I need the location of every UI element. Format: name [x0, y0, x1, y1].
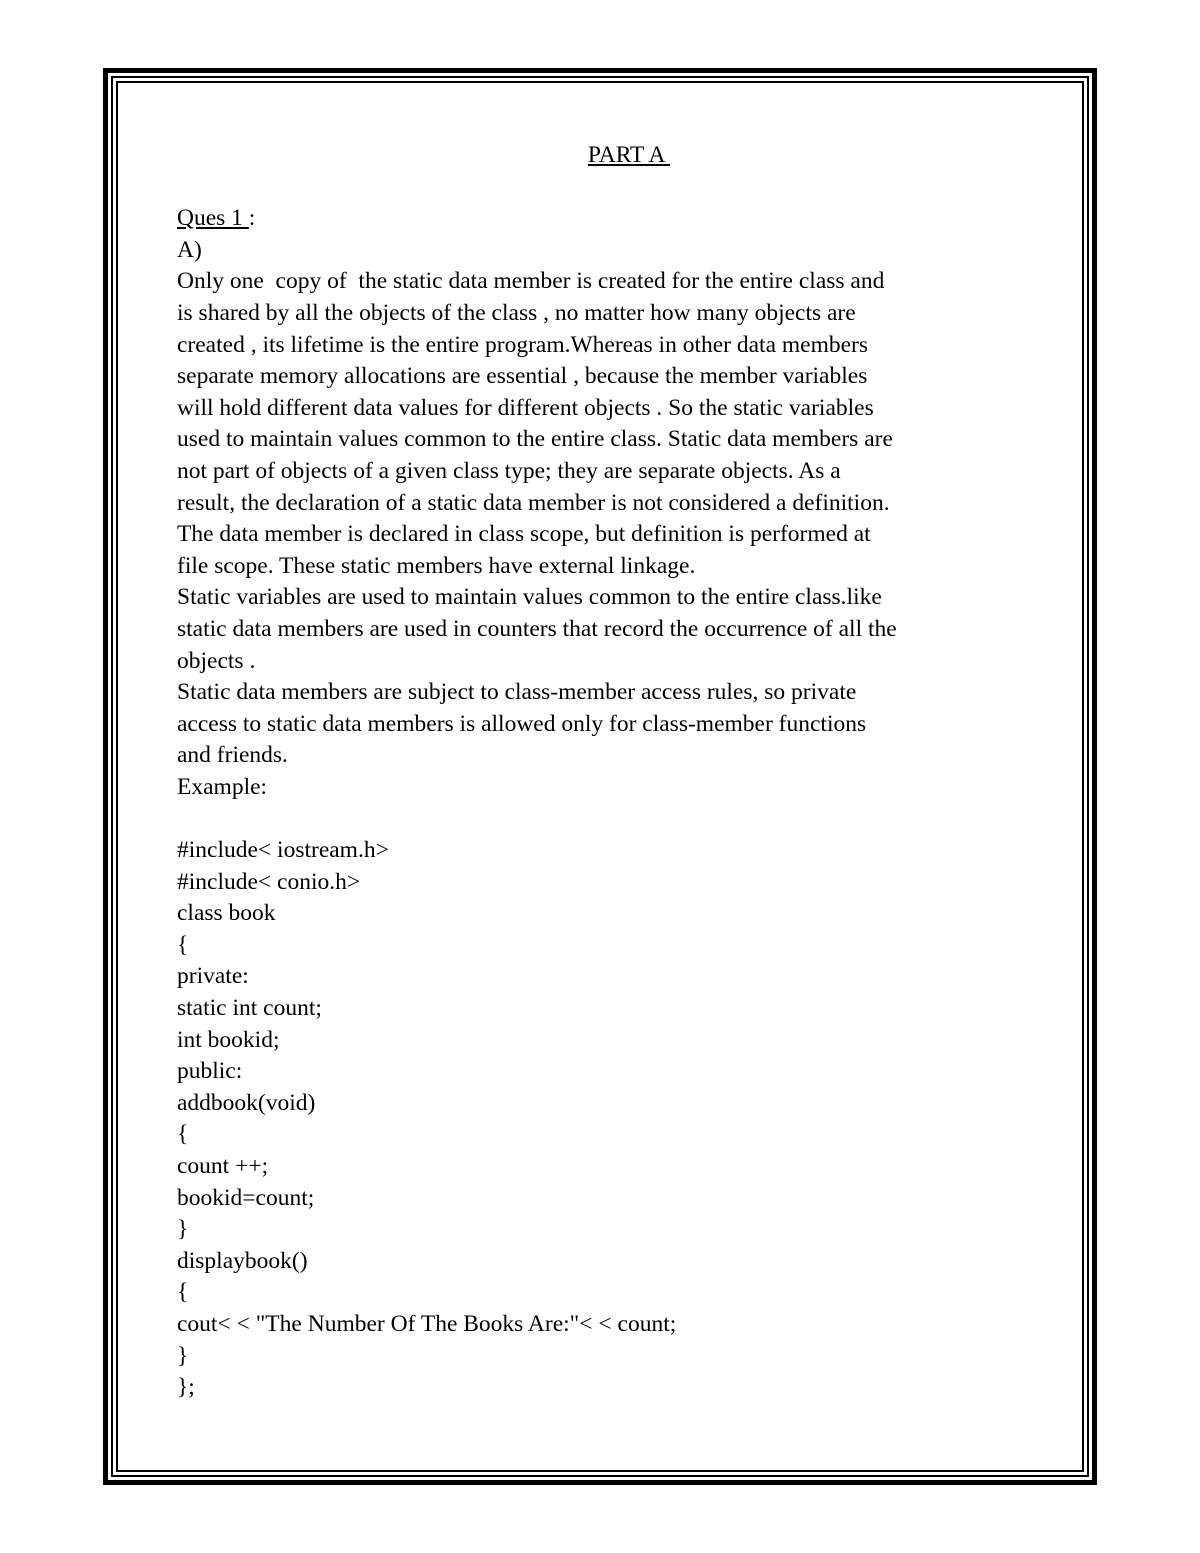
code-line: }	[177, 1216, 189, 1243]
paragraph-line: file scope. These static members have external linkage.	[177, 552, 696, 579]
section-title: PART A	[587, 142, 671, 168]
paragraph-line: objects .	[177, 647, 256, 674]
paragraph-line: will hold different data values for different objects . So the static variables	[177, 394, 874, 421]
answer-paragraph	[177, 266, 1037, 803]
code-line: public:	[177, 1058, 243, 1085]
paragraph-line: used to maintain values common to the entire class. Static data members are	[177, 426, 893, 453]
paragraph-line: separate memory allocations are essential , because the member variables	[177, 363, 868, 390]
code-line: {	[177, 1121, 189, 1148]
code-line: int bookid;	[177, 1026, 280, 1053]
paragraph-line: and friends.	[177, 742, 288, 769]
paragraph-line: is shared by all the objects of the class , no matter how many objects are	[177, 299, 856, 326]
code-line: {	[177, 931, 189, 958]
question-suffix: :	[248, 205, 256, 232]
document-body	[177, 140, 1037, 1404]
paragraph-line: access to static data members is allowed only for class-member functions	[177, 710, 867, 737]
question-heading	[177, 203, 1037, 235]
code-line: displaybook()	[177, 1247, 308, 1274]
paragraph-line: created , its lifetime is the entire program.Whereas in other data members	[177, 331, 869, 358]
code-line: #include< iostream.h>	[177, 837, 389, 864]
code-line: addbook(void)	[177, 1089, 316, 1116]
code-line: #include< conio.h>	[177, 868, 361, 895]
code-line: count ++;	[177, 1153, 269, 1179]
paragraph-line: Static data members are subject to class-member access rules, so private	[177, 679, 857, 706]
code-line: bookid=count;	[177, 1184, 315, 1211]
question-label: Ques 1	[177, 205, 249, 232]
paragraph-line: Only one copy of the static data member is created for the entire class and	[177, 268, 885, 295]
code-line: cout< < "The Number Of The Books Are:"< < count;	[177, 1310, 677, 1337]
code-line: {	[177, 1279, 189, 1306]
paragraph-line: Static variables are used to maintain values common to the entire class.like	[177, 584, 882, 611]
paragraph-line: The data member is declared in class scope, but definition is performed at	[177, 521, 871, 548]
paragraph-line: not part of objects of a given class type; they are separate objects. As a	[177, 457, 841, 484]
blank-line	[177, 803, 1037, 835]
code-example	[177, 835, 1037, 1404]
paragraph-line: static data members are used in counters that record the occurrence of all the	[177, 615, 897, 642]
code-line: class book	[177, 900, 276, 927]
answer-label: A)	[177, 236, 202, 263]
code-line: private:	[177, 963, 249, 990]
paragraph-line: Example:	[177, 773, 268, 800]
code-line: }	[177, 1342, 189, 1369]
code-line: static int count;	[177, 995, 322, 1022]
paragraph-line: result, the declaration of a static data member is not considered a definition.	[177, 489, 890, 516]
code-line: };	[177, 1374, 195, 1401]
